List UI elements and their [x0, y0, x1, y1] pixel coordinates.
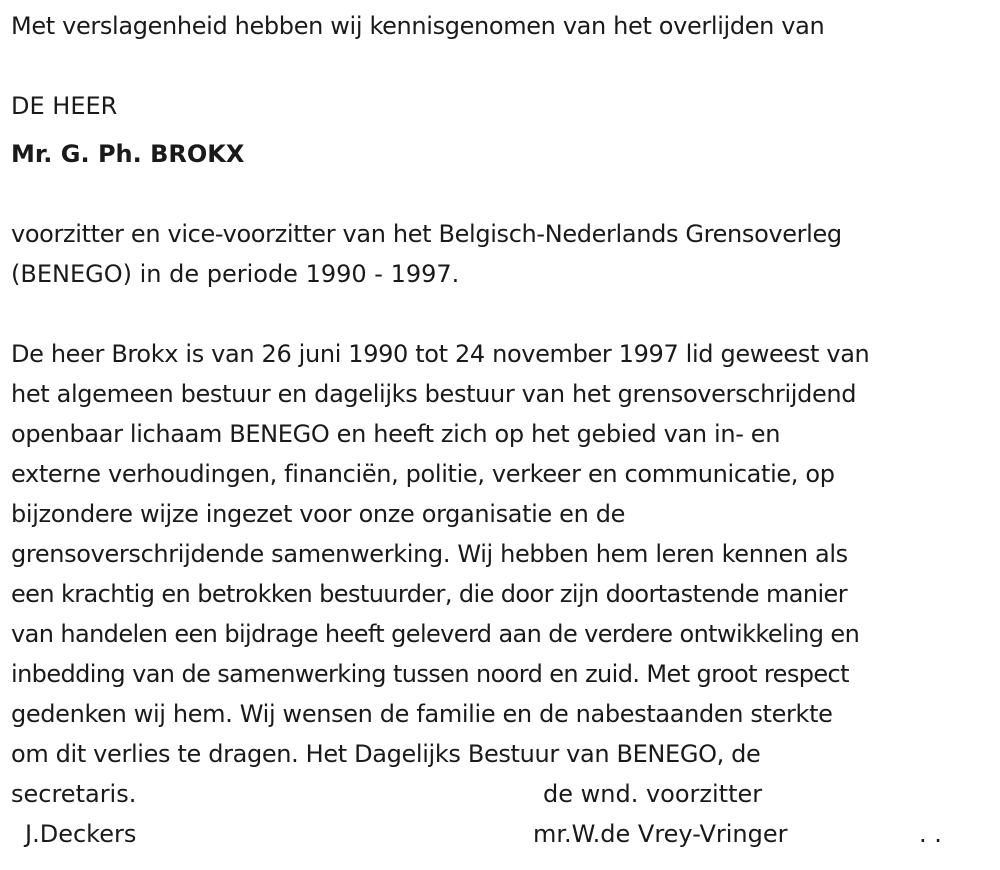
body-line: externe verhoudingen, financiën, politie, verkeer en communicatie, op: [11, 460, 835, 488]
trailing-dots: . .: [919, 820, 942, 848]
role-line: voorzitter en vice-voorzitter van het Belgisch-Nederlands Grensoverleg: [11, 220, 842, 248]
intro-line: Met verslagenheid hebben wij kennisgenomen van het overlijden van: [11, 12, 825, 40]
body-line: het algemeen bestuur en dagelijks bestuur van het grensoverschrijdend: [11, 380, 857, 408]
signatory-left-title: secretaris.: [11, 780, 137, 808]
signatory-right-name: mr.W.de Vrey-Vringer: [533, 820, 788, 848]
body-line: bijzondere wijze ingezet voor onze organisatie en de: [11, 500, 626, 528]
deceased-name: Mr. G. Ph. BROKX: [11, 140, 245, 168]
salutation: DE HEER: [11, 92, 118, 120]
body-line: inbedding van de samenwerking tussen noord en zuid. Met groot respect: [11, 660, 849, 688]
body-line: van handelen een bijdrage heeft geleverd aan de verdere ontwikkeling en: [11, 620, 860, 648]
signatory-left-name: J.Deckers: [25, 820, 137, 848]
body-line: grensoverschrijdende samenwerking. Wij hebben hem leren kennen als: [11, 540, 848, 568]
body-line: om dit verlies te dragen. Het Dagelijks Bestuur van BENEGO, de: [11, 740, 761, 768]
role-line: (BENEGO) in de periode 1990 - 1997.: [11, 260, 460, 288]
body-line: openbaar lichaam BENEGO en heeft zich op het gebied van in- en: [11, 420, 781, 448]
body-line: gedenken wij hem. Wij wensen de familie en de nabestaanden sterkte: [11, 700, 833, 728]
body-line: een krachtig en betrokken bestuurder, die door zijn doortastende manier: [11, 580, 847, 608]
body-line: De heer Brokx is van 26 juni 1990 tot 24 november 1997 lid geweest van: [11, 340, 870, 368]
signatory-right-title: de wnd. voorzitter: [543, 780, 763, 808]
